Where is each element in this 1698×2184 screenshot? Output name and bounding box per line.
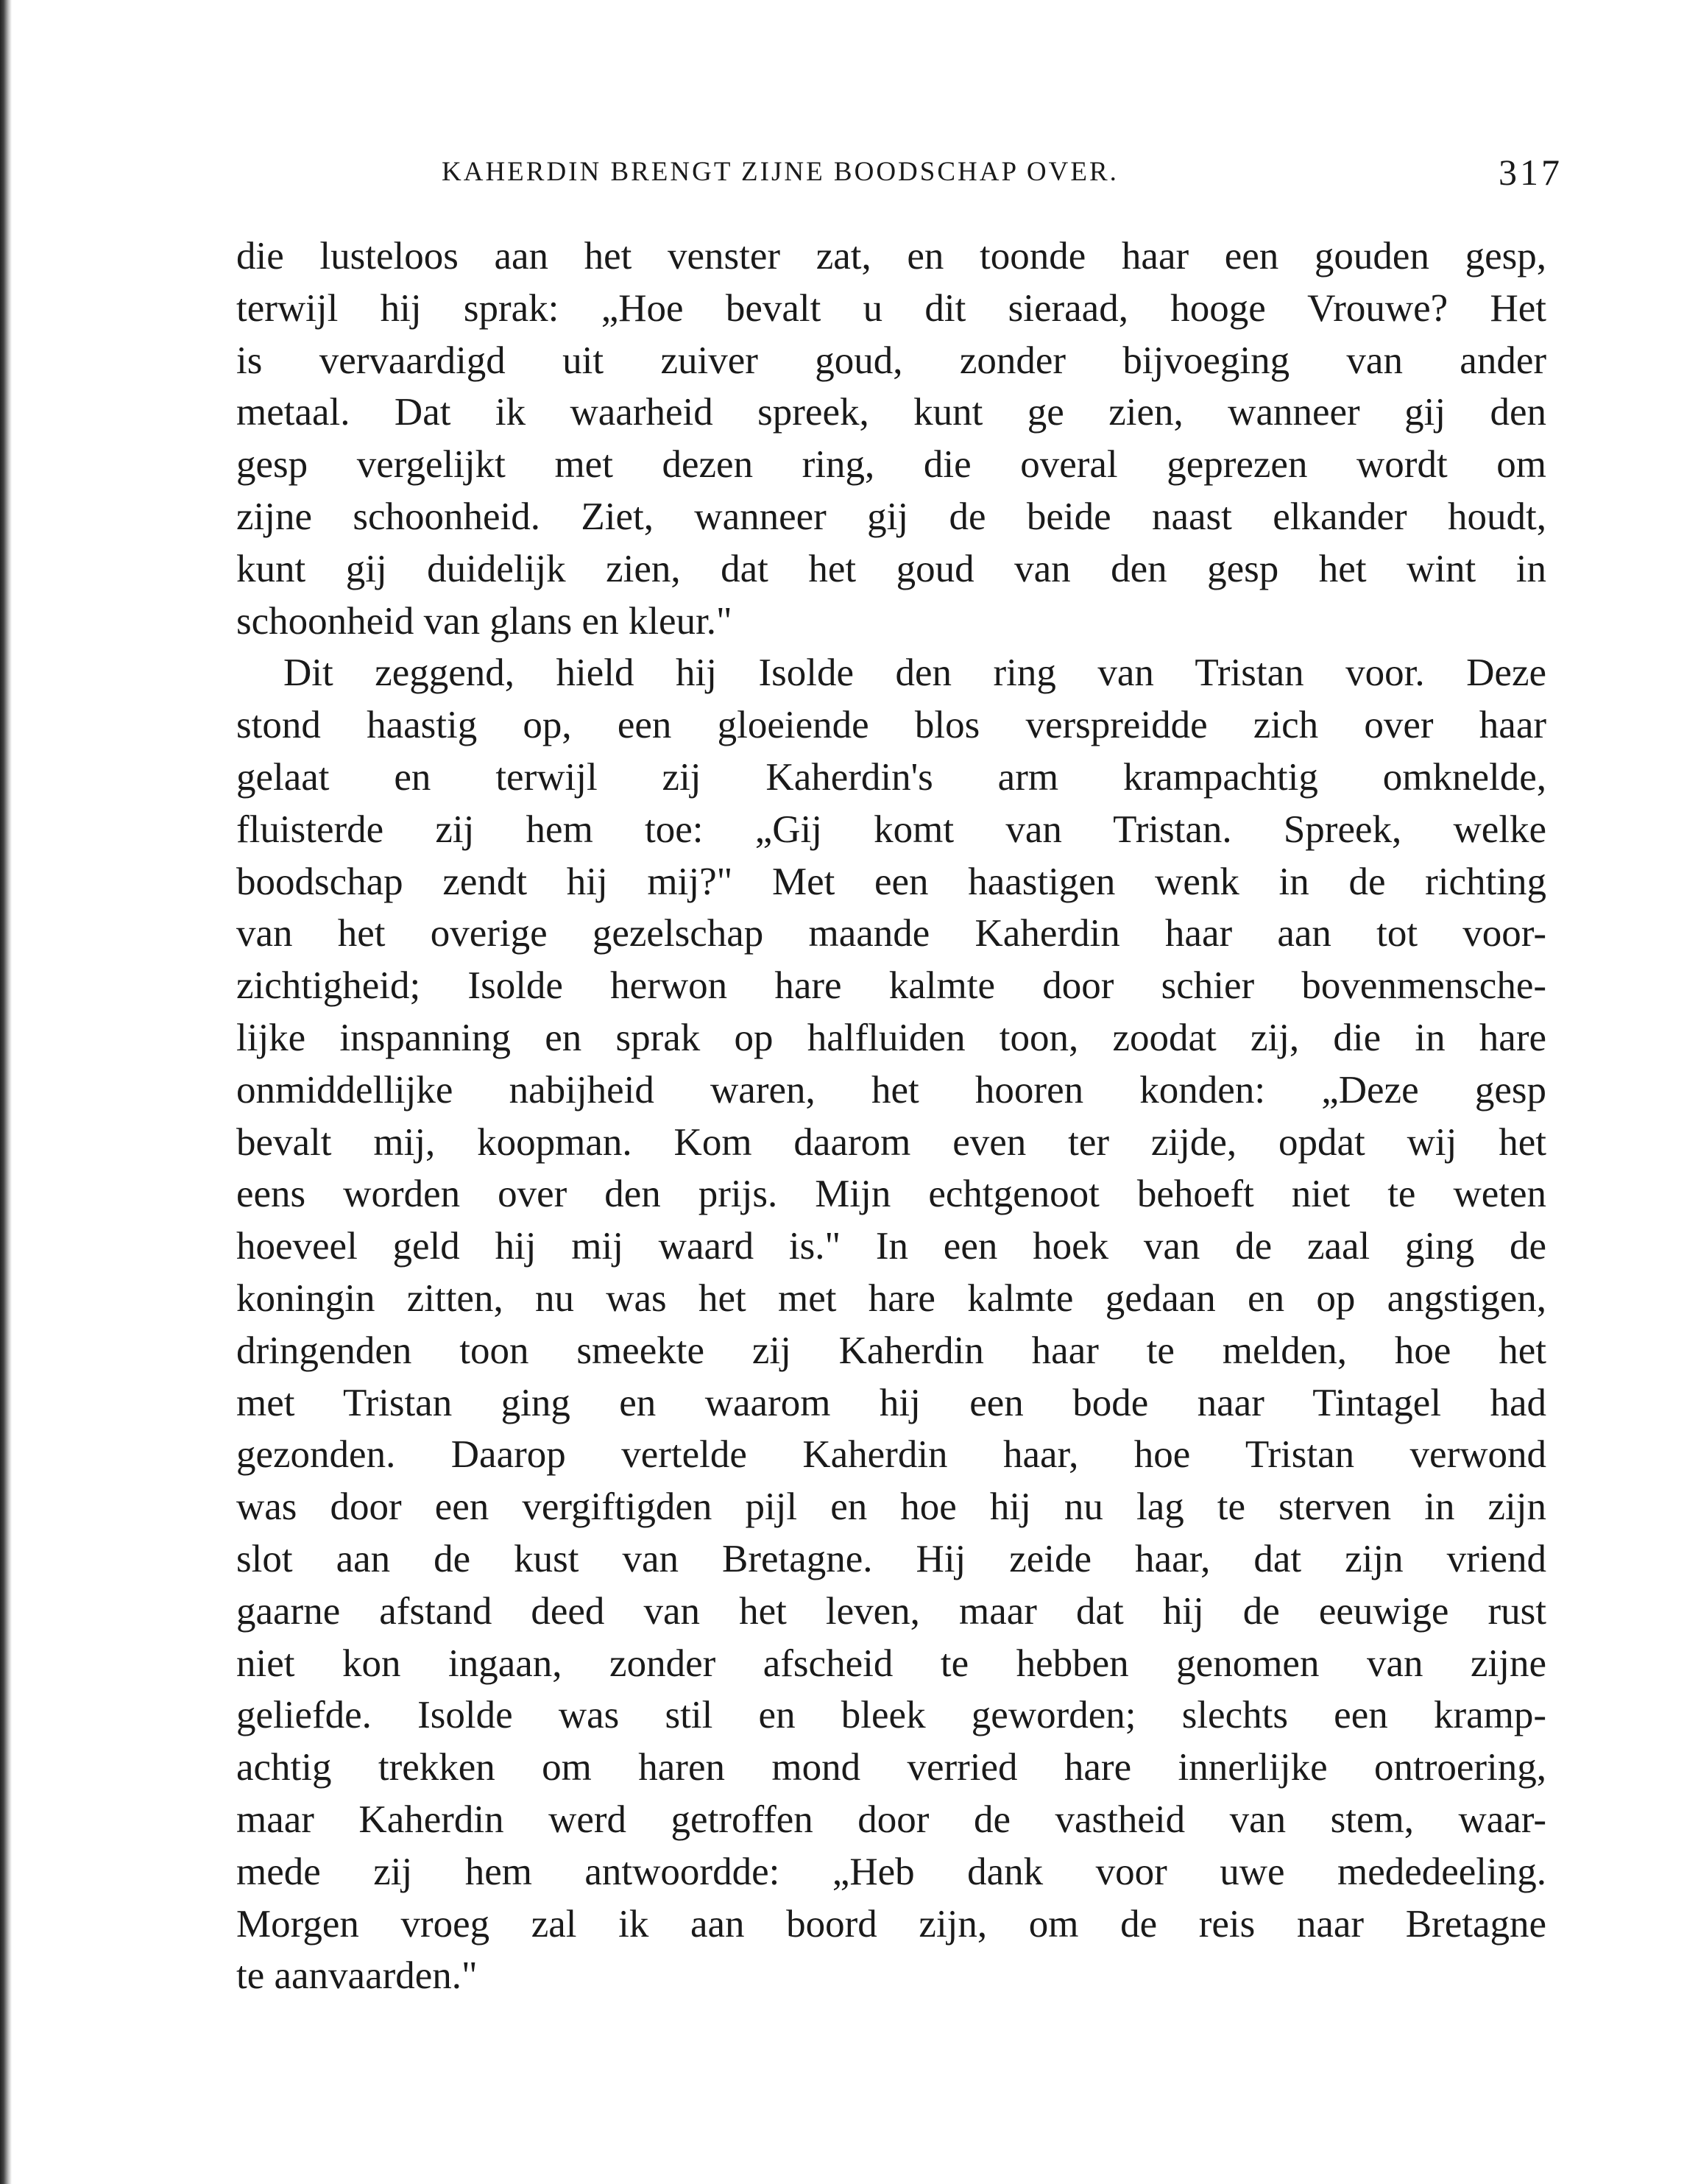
text-line: Morgen vroeg zal ik aan boord zijn, om de reis naar Bretagne [236,1902,1546,1946]
text-line: eens worden over den prijs. Mijn echtgenoot behoeft niet te weten [236,1173,1546,1216]
text-line: koningin zitten, nu was het met hare kalmte gedaan en op angstigen, [236,1276,1546,1320]
text-line: die lusteloos aan het venster zat, en toonde haar een gouden gesp, [236,235,1546,278]
text-line: niet kon ingaan, zonder afscheid te hebben genomen van zijne [236,1641,1546,1685]
text-line: lijke inspanning en sprak op halfluiden toon, zoodat zij, die in hare [236,1016,1546,1059]
text-line: kunt gij duidelijk zien, dat het goud van den gesp het wint in [236,547,1546,590]
text-line: stond haastig op, een gloeiende blos verspreidde zich over haar [236,704,1546,747]
text-line: te aanvaarden." [236,1954,478,1998]
text-line: gelaat en terwijl zij Kaherdin's arm krampachtig omknelde, [236,755,1546,799]
text-line: gaarne afstand deed van het leven, maar dat hij de eeuwige rust [236,1589,1546,1633]
text-line: terwijl hij sprak: „Hoe bevalt u dit sieraad, hooge Vrouwe? Het [236,286,1546,330]
text-line: fluisterde zij hem toe: „Gij komt van Tristan. Spreek, welke [236,807,1546,851]
text-line: bevalt mij, koopman. Kom daarom even ter zijde, opdat wij het [236,1120,1546,1164]
text-line: zichtigheid; Isolde herwon hare kalmte door schier bovenmensche- [236,964,1546,1008]
text-line: van het overige gezelschap maande Kaherdin haar aan tot voor- [236,912,1546,955]
running-title: KAHERDIN BRENGT ZIJNE BOODSCHAP OVER. [442,157,1119,187]
text-line: met Tristan ging en waarom hij een bode naar Tintagel had [236,1381,1546,1424]
text-line: Dit zeggend, hield hij Isolde den ring van Tristan voor. Deze [283,651,1546,695]
text-line: schoonheid van glans en kleur." [236,599,732,643]
text-line: metaal. Dat ik waarheid spreek, kunt ge zien, wanneer gij den [236,391,1546,434]
text-line: dringenden toon smeekte zij Kaherdin haar te melden, hoe het [236,1329,1546,1372]
text-line: gezonden. Daarop vertelde Kaherdin haar, hoe Tristan verwond [236,1433,1546,1477]
text-line: is vervaardigd uit zuiver goud, zonder bijvoeging van ander [236,339,1546,382]
text-line: zijne schoonheid. Ziet, wanneer gij de beide naast elkander houdt, [236,495,1546,538]
body-text [236,230,1546,2002]
text-line: gesp vergelijkt met dezen ring, die overal geprezen wordt om [236,443,1546,487]
text-line: slot aan de kust van Bretagne. Hij zeide haar, dat zijn vriend [236,1537,1546,1580]
text-line: maar Kaherdin werd getroffen door de vastheid van stem, waar- [236,1798,1546,1841]
text-line: achtig trekken om haren mond verried hare innerlijke ontroering, [236,1746,1546,1789]
text-line: mede zij hem antwoordde: „Heb dank voor uwe mededeeling. [236,1850,1546,1893]
text-line: hoeveel geld hij mij waard is." In een hoek van de zaal ging de [236,1225,1546,1268]
text-line: boodschap zendt hij mij?" Met een haastigen wenk in de richting [236,860,1546,903]
text-line: geliefde. Isolde was stil en bleek geworden; slechts een kramp- [236,1694,1546,1737]
book-binding-edge [0,0,12,2184]
text-line: onmiddellijke nabijheid waren, het hooren konden: „Deze gesp [236,1068,1546,1112]
page-number: 317 [1499,152,1563,193]
text-line: was door een vergiftigden pijl en hoe hij nu lag te sterven in zijn [236,1485,1546,1529]
